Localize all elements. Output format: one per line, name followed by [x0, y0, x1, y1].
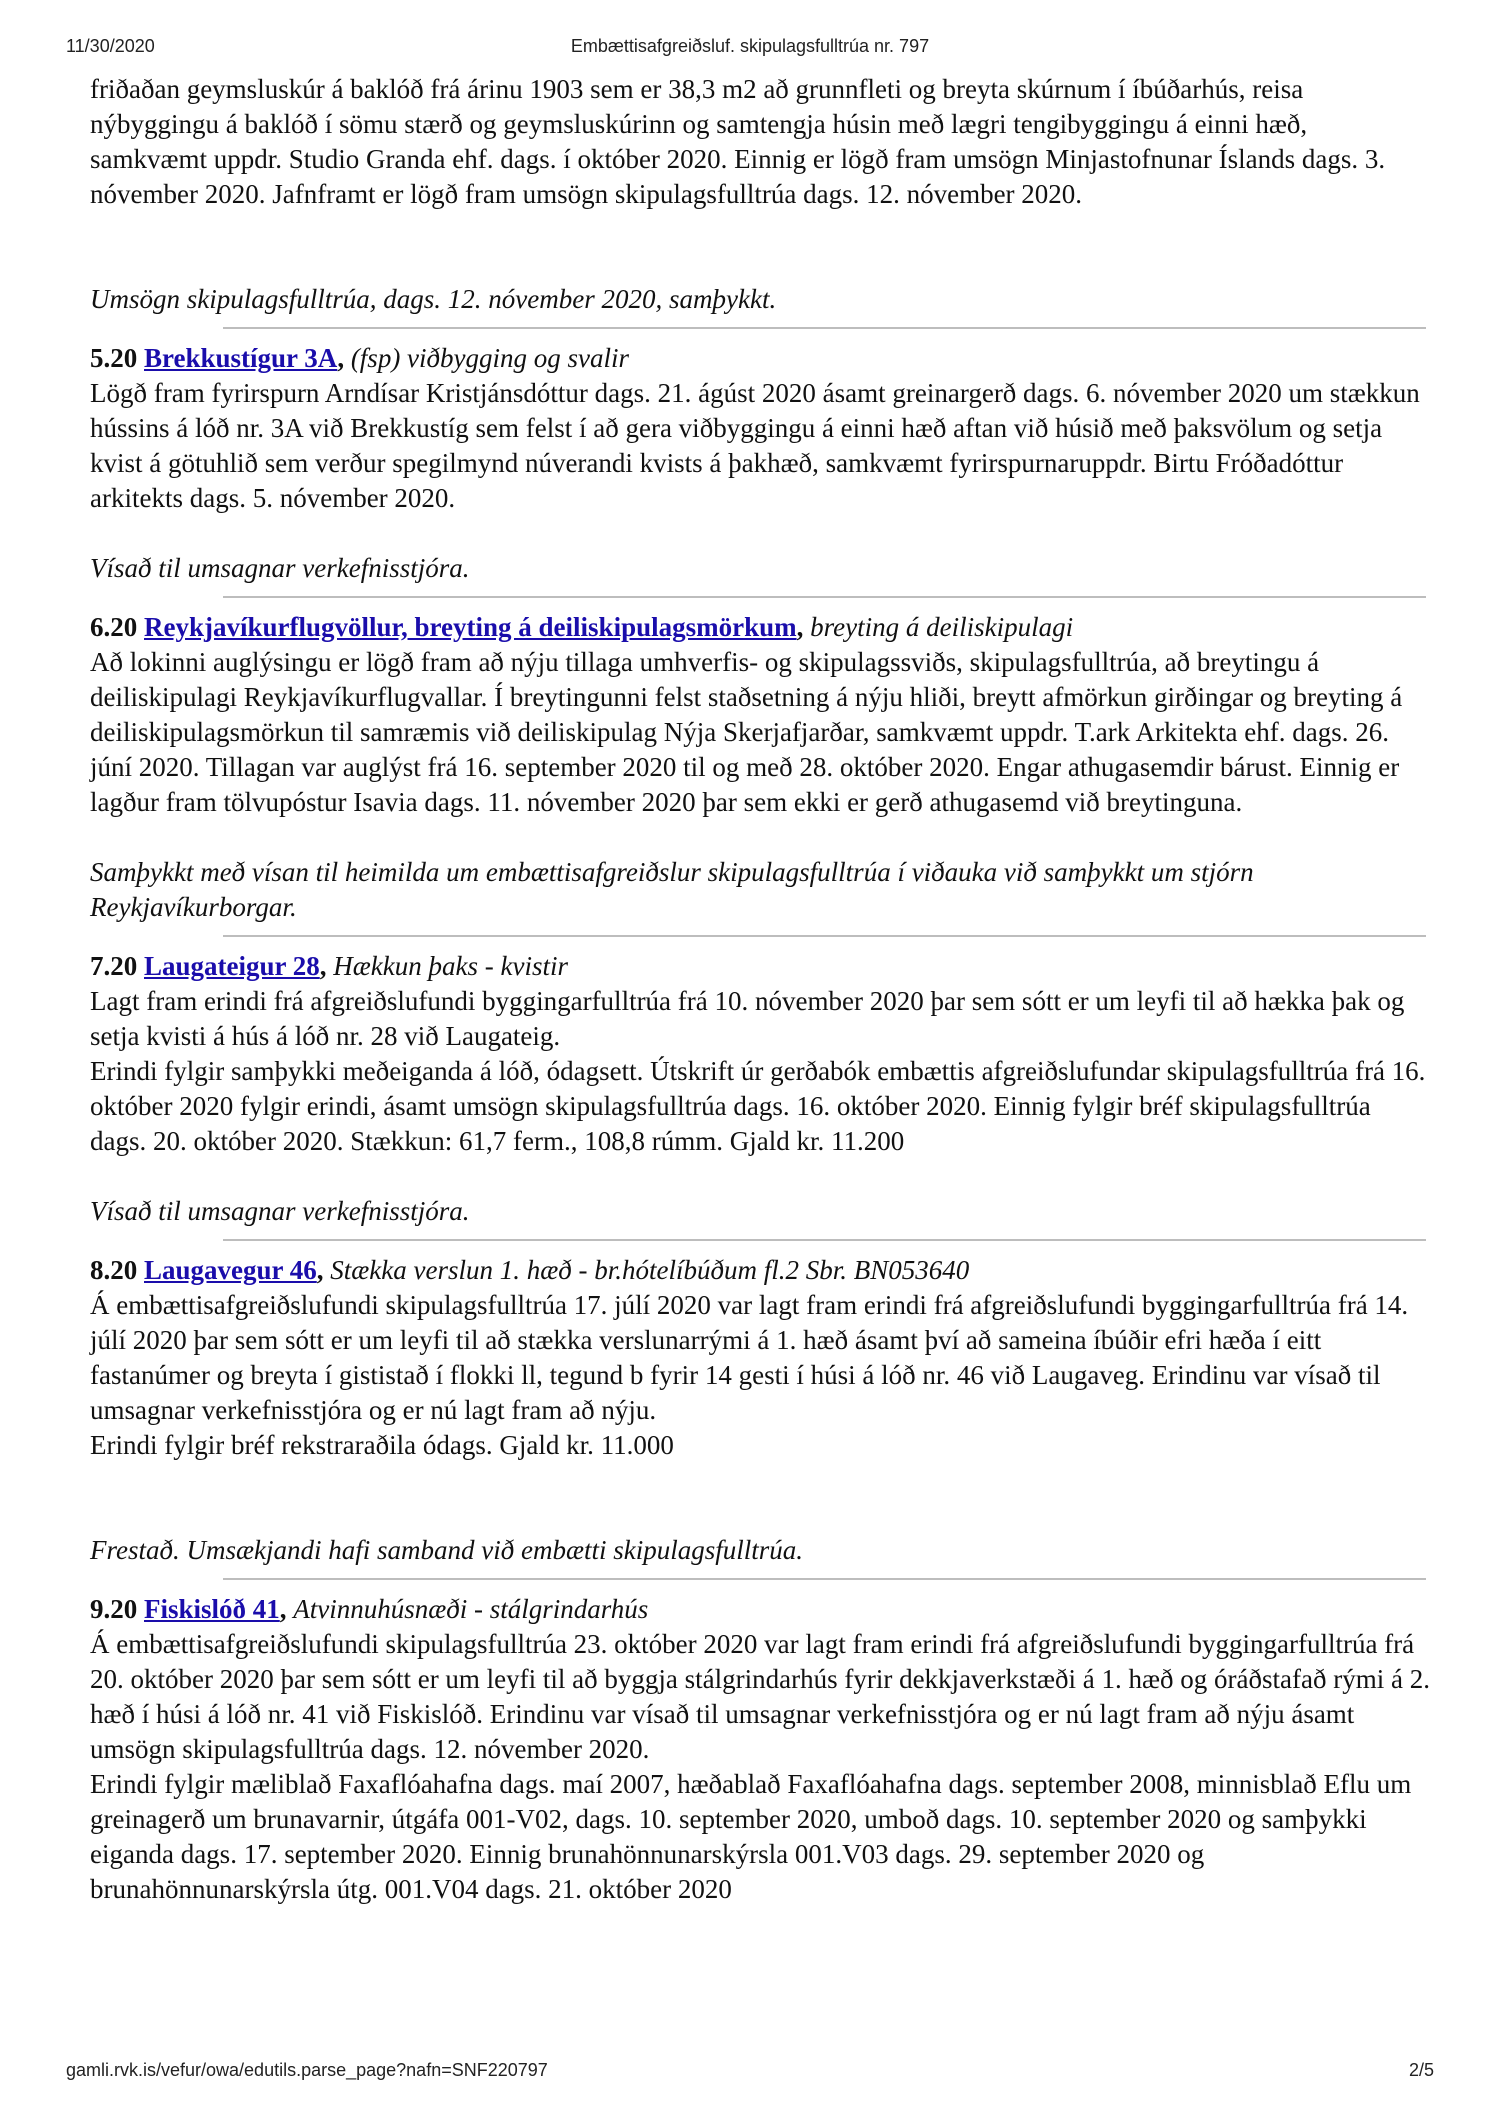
- item-subject: breyting á deiliskipulagi: [810, 612, 1074, 642]
- item-paragraph: Lögð fram fyrirspurn Arndísar Kristjánsdóttur dags. 21. ágúst 2020 ásamt greinargerð dags. 6. nóvember 2020 um stækkun hússins á lóð nr. 3A við Brekkustíg sem felst í að gera viðbyggingu á einni hæð aftan við húsið með þaksvölum og setja kvist á götuhlið sem verður spegilmynd núverandi kvists á þakhæð, samkvæmt fyrirspurnaruppdr. Birtu Fróðadóttur arkitekts dags. 5. nóvember 2020.: [90, 378, 1420, 513]
- print-footer: [66, 2060, 1434, 2086]
- item-link-laugavegur-46[interactable]: Laugavegur 46: [144, 1255, 317, 1285]
- print-title: Embættisafgreiðsluf. skipulagsfulltrúa nr. 797: [570, 36, 930, 56]
- intro-decision: Umsögn skipulagsfulltrúa, dags. 12. nóvember 2020, samþykkt.: [90, 284, 777, 314]
- item-number: 9.20: [90, 1594, 138, 1624]
- item-decision: Samþykkt með vísan til heimilda um embættisafgreiðslur skipulagsfulltrúa í viðauka við samþykkt um stjórn Reykjavíkurborgar.: [90, 857, 1254, 922]
- item-heading: 5.20 Brekkustígur 3A, (fsp) viðbygging og svalir: [90, 343, 630, 373]
- agenda-item-7-20: [90, 949, 1430, 1229]
- item-number: 5.20: [90, 343, 138, 373]
- print-url: gamli.rvk.is/vefur/owa/edutils.parse_page?nafn=SNF220797: [66, 2060, 548, 2080]
- separator: [223, 1239, 1426, 1241]
- item-decision: Vísað til umsagnar verkefnisstjóra.: [90, 1196, 470, 1226]
- item-heading: 9.20 Fiskislóð 41, Atvinnuhúsnæði - stálgrindarhús: [90, 1594, 649, 1624]
- item-paragraph: Á embættisafgreiðslufundi skipulagsfulltrúa 23. október 2020 var lagt fram erindi frá afgreiðslufundi byggingarfulltrúa frá 20. október 2020 þar sem sótt er um leyfi til að byggja stálgrindarhús fyrir dekkjaverkstæði á 1. hæð og óráðstafað rými á 2. hæð í húsi á lóð nr. 41 við Fiskislóð. Erindinu var vísað til umsagnar verkefnisstjóra og er nú lagt fram að nýju ásamt umsögn skipulagsfulltrúa dags. 12. nóvember 2020.: [90, 1629, 1430, 1764]
- print-date: 11/30/2020: [66, 36, 155, 56]
- page-number: 2/5: [1408, 2060, 1434, 2080]
- agenda-item-6-20: [90, 610, 1430, 925]
- item-number: 7.20: [90, 951, 138, 981]
- item-heading: 6.20 Reykjavíkurflugvöllur, breyting á deiliskipulagsmörkum, breyting á deiliskipulagi: [90, 612, 1074, 642]
- print-header: [66, 36, 1434, 62]
- item-subject: Hækkun þaks - kvistir: [333, 951, 568, 981]
- item-link-fiskislod-41[interactable]: Fiskislóð 41: [144, 1594, 280, 1624]
- separator: [223, 327, 1426, 329]
- item-link-reykjavikurflugvollur[interactable]: Reykjavíkurflugvöllur, breyting á deiliskipulagsmörkum: [144, 612, 797, 642]
- item-subject: (fsp) viðbygging og svalir: [350, 343, 630, 373]
- separator: [223, 596, 1426, 598]
- document-body: [90, 72, 1430, 1907]
- item-subject: Atvinnuhúsnæði - stálgrindarhús: [293, 1594, 649, 1624]
- separator: [223, 935, 1426, 937]
- item-paragraph: Erindi fylgir bréf rekstraraðila ódags. Gjald kr. 11.000: [90, 1430, 674, 1460]
- item-subject: Stækka verslun 1. hæð - br.hótelíbúðum fl.2 Sbr. BN053640: [330, 1255, 970, 1285]
- agenda-item-9-20: [90, 1592, 1430, 1907]
- item-decision: Vísað til umsagnar verkefnisstjóra.: [90, 553, 470, 583]
- item-paragraph: Á embættisafgreiðslufundi skipulagsfulltrúa 17. júlí 2020 var lagt fram erindi frá afgreiðslufundi byggingarfulltrúa frá 14. júlí 2020 þar sem sótt er um leyfi til að stækka verslunarrými á 1. hæð ásamt því að sameina íbúðir efri hæða í eitt fastanúmer og breyta í gististað í flokki ll, tegund b fyrir 14 gesti í húsi á lóð nr. 46 við Laugaveg. Erindinu var vísað til umsagnar verkefnisstjóra og er nú lagt fram að nýju.: [90, 1290, 1409, 1425]
- agenda-item-5-20: [90, 341, 1430, 586]
- item-decision: Frestað. Umsækjandi hafi samband við embætti skipulagsfulltrúa.: [90, 1535, 803, 1565]
- item-number: 6.20: [90, 612, 138, 642]
- item-link-laugateigur-28[interactable]: Laugateigur 28: [144, 951, 320, 981]
- item-heading: 8.20 Laugavegur 46, Stækka verslun 1. hæð - br.hótelíbúðum fl.2 Sbr. BN053640: [90, 1255, 970, 1285]
- item-paragraph: Erindi fylgir mæliblað Faxaflóahafna dags. maí 2007, hæðablað Faxaflóahafna dags. september 2008, minnisblað Eflu um greinagerð um brunavarnir, útgáfa 001-V02, dags. 10. september 2020, umboð dags. 10. september 2020 og samþykki eiganda dags. 17. september 2020. Einnig brunahönnunarskýrsla 001.V03 dags. 29. september 2020 og brunahönnunarskýrsla útg. 001.V04 dags. 21. október 2020: [90, 1769, 1412, 1904]
- separator: [223, 1578, 1426, 1580]
- item-paragraph: Að lokinni auglýsingu er lögð fram að nýju tillaga umhverfis- og skipulagssviðs, skipulagsfulltrúa, að breytingu á deiliskipulagi Reykjavíkurflugvallar. Í breytingunni felst staðsetning á nýju hliði, breytt afmörkun girðingar og breyting á deiliskipulagsmörkun til samræmis við deiliskipulag Nýja Skerjafjarðar, samkvæmt uppdr. T.ark Arkitekta ehf. dags. 26. júní 2020. Tillagan var auglýst frá 16. september 2020 til og með 28. október 2020. Engar athugasemdir bárust. Einnig er lagður fram tölvupóstur Isavia dags. 11. nóvember 2020 þar sem ekki er gerð athugasemd við breytinguna.: [90, 647, 1403, 817]
- item-heading: 7.20 Laugateigur 28, Hækkun þaks - kvistir: [90, 951, 568, 981]
- item-paragraph: Lagt fram erindi frá afgreiðslufundi byggingarfulltrúa frá 10. nóvember 2020 þar sem sótt er um leyfi til að hækka þak og setja kvisti á hús á lóð nr. 28 við Laugateig.: [90, 986, 1405, 1051]
- item-paragraph: Erindi fylgir samþykki meðeiganda á lóð, ódagsett. Útskrift úr gerðabók embættis afgreiðslufundar skipulagsfulltrúa frá 16. október 2020 fylgir erindi, ásamt umsögn skipulagsfulltrúa dags. 16. október 2020. Einnig fylgir bréf skipulagsfulltrúa dags. 20. október 2020. Stækkun: 61,7 ferm., 108,8 rúmm. Gjald kr. 11.200: [90, 1056, 1426, 1156]
- item-link-brekkustigur-3a[interactable]: Brekkustígur 3A: [144, 343, 338, 373]
- intro-paragraph: friðaðan geymsluskúr á baklóð frá árinu 1903 sem er 38,3 m2 að grunnfleti og breyta skúrnum í íbúðarhús, reisa nýbyggingu á baklóð í sömu stærð og geymsluskúrinn og samtengja húsin með lægri tengibyggingu á einni hæð, samkvæmt uppdr. Studio Granda ehf. dags. í október 2020. Einnig er lögð fram umsögn Minjastofnunar Íslands dags. 3. nóvember 2020. Jafnframt er lögð fram umsögn skipulagsfulltrúa dags. 12. nóvember 2020.: [90, 74, 1386, 209]
- item-number: 8.20: [90, 1255, 138, 1285]
- agenda-item-8-20: [90, 1253, 1430, 1568]
